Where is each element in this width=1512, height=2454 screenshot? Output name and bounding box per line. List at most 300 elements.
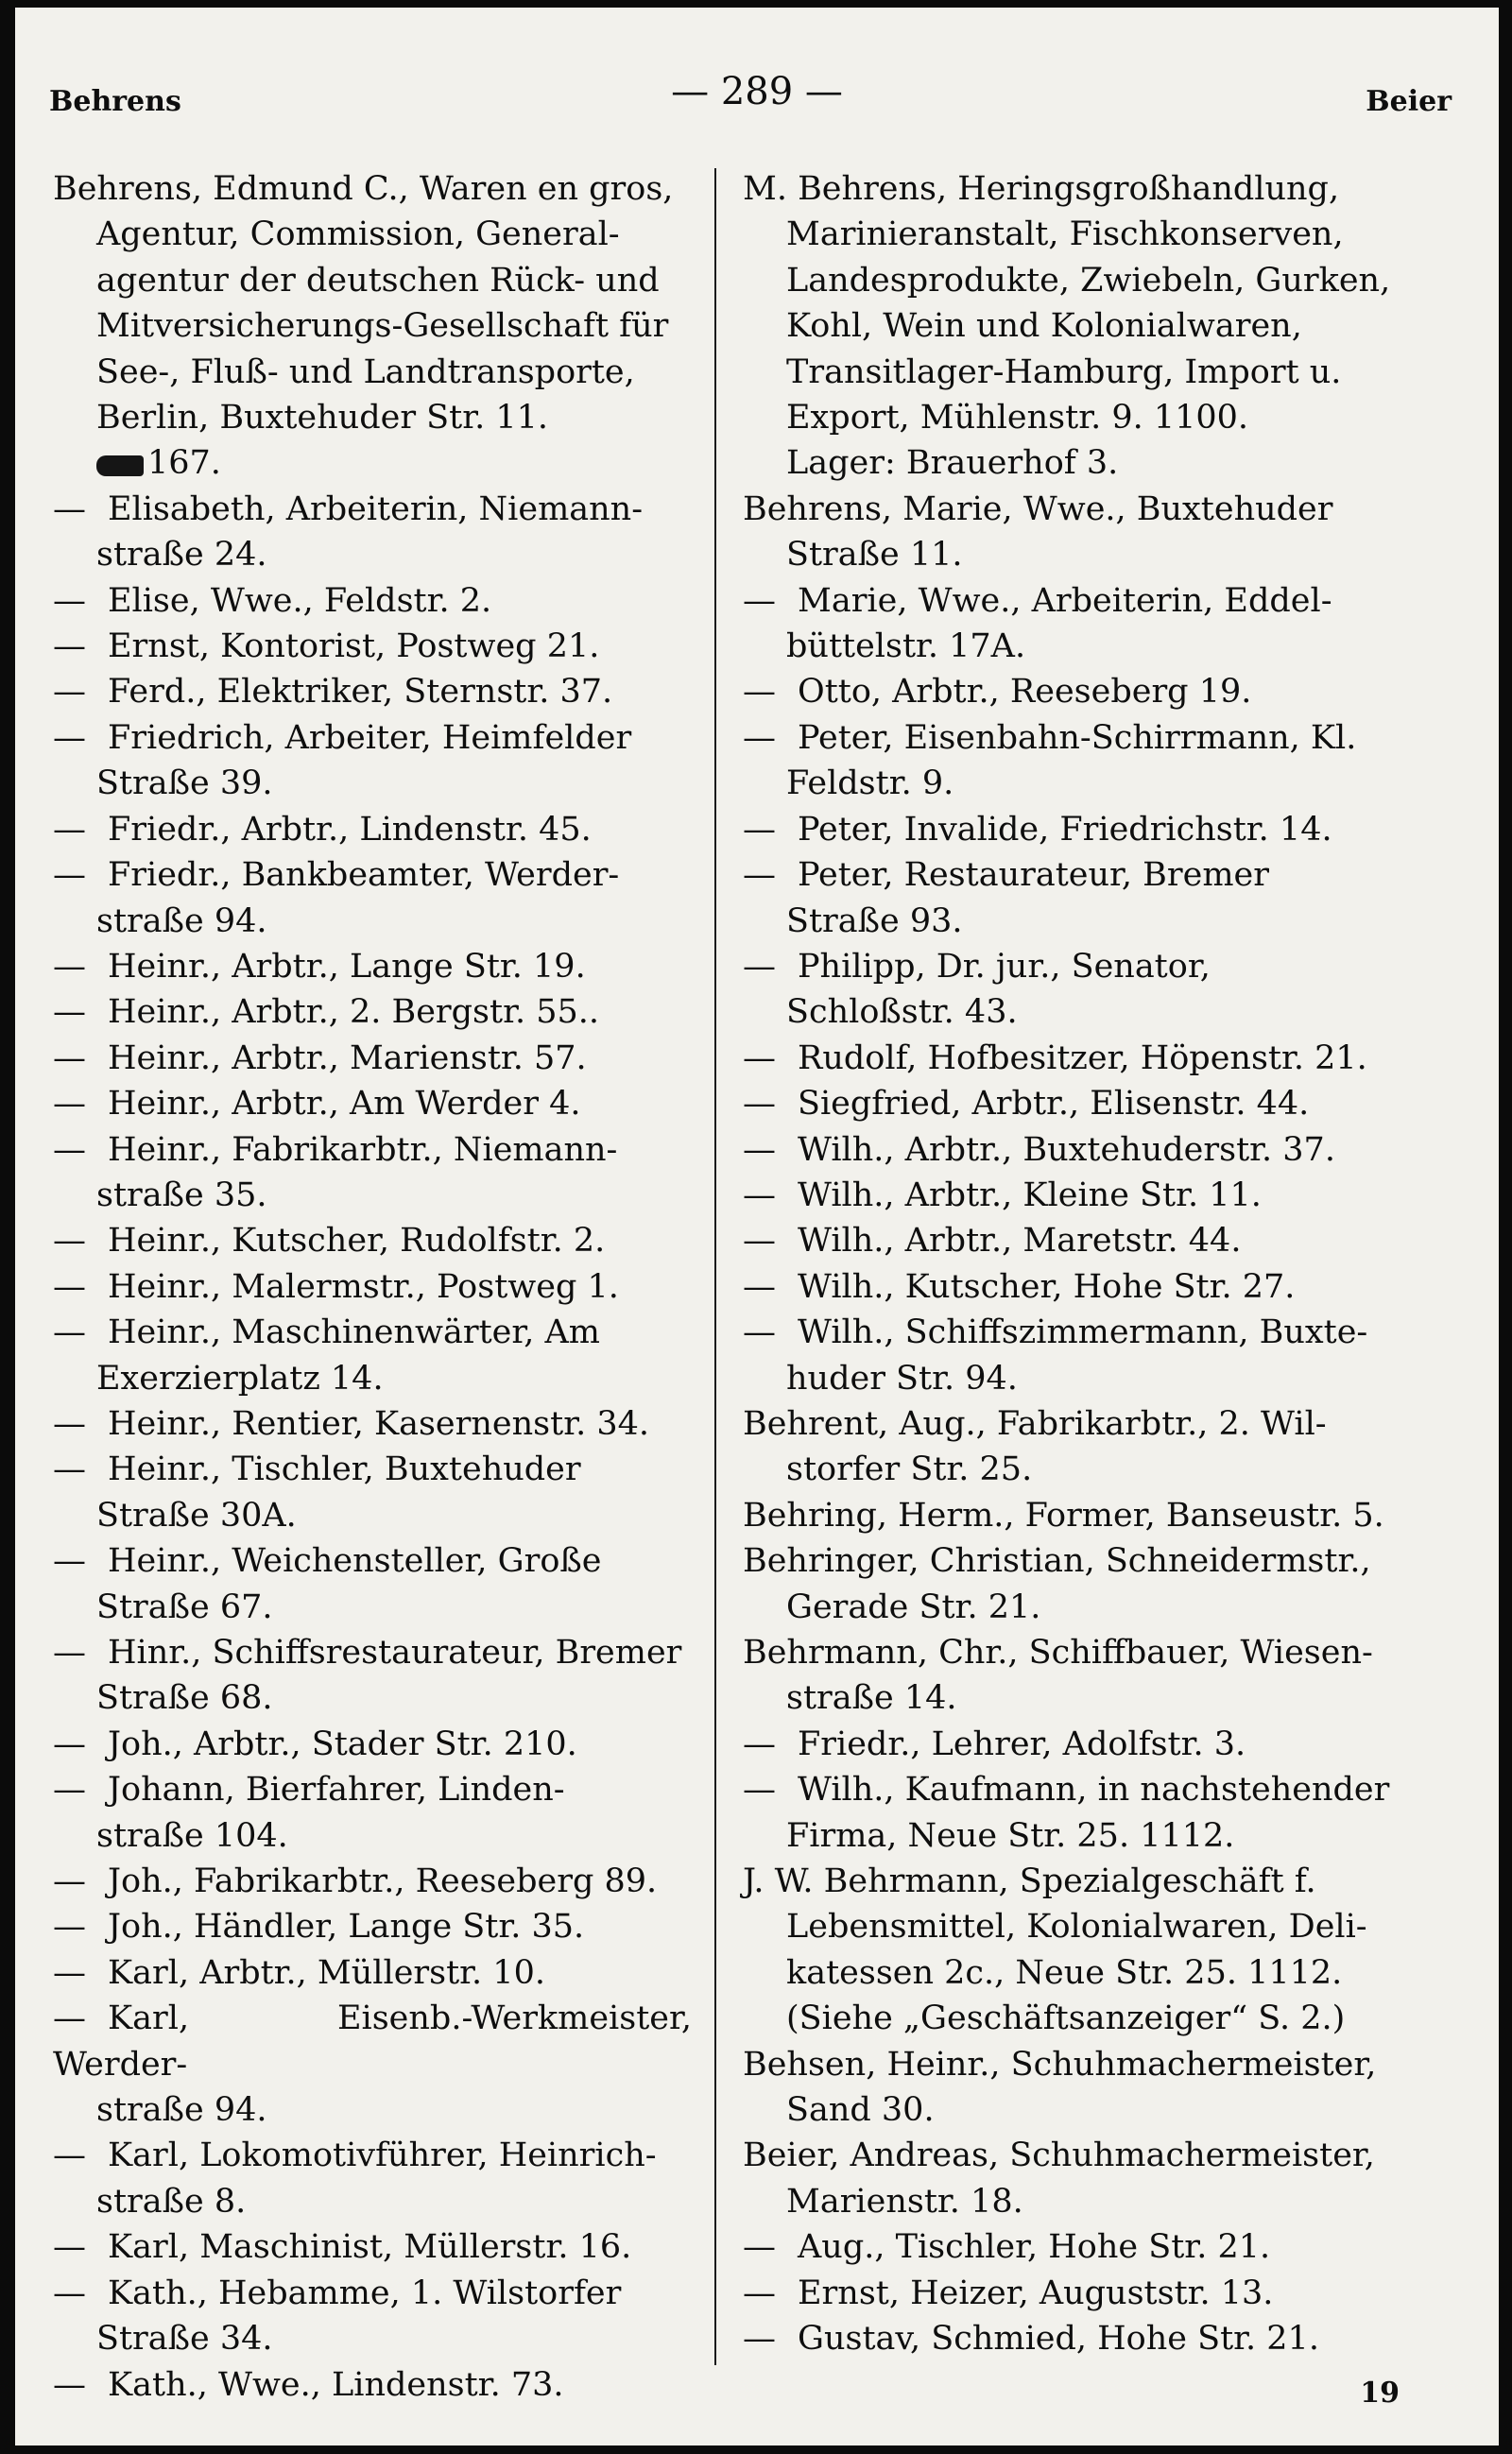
entry-text: Peter, Restaurateur, Bremer [798, 856, 1269, 895]
entry-text: J. W. Behrmann, Spezialgeschäft f. [743, 1862, 1316, 1901]
entry-text: straße 104. [96, 1816, 288, 1855]
repeat-dash: — [53, 947, 86, 986]
entry-line [53, 1310, 692, 1355]
entry-text: Wilh., Arbtr., Buxtehuderstr. 37. [798, 1130, 1335, 1169]
repeat-dash: — [53, 581, 86, 620]
entry-text: Karl, Lokomotivführer, Heinrich- [108, 2137, 657, 2175]
telephone-icon [96, 455, 144, 476]
repeat-dash: — [743, 581, 776, 620]
entry-text: Karl, Arbtr., Müllerstr. 10. [108, 1953, 545, 1992]
entry-line [53, 350, 692, 395]
repeat-dash: — [53, 1862, 86, 1901]
entry-line [53, 212, 692, 257]
repeat-dash: — [53, 718, 86, 757]
entry-line [743, 1859, 1404, 1904]
entry-line [53, 1767, 692, 1812]
repeat-dash: — [53, 1038, 86, 1077]
entry-line [743, 532, 1404, 577]
entry-text: M. Behrens, Heringsgroßhandlung, [743, 170, 1340, 208]
entry-line [53, 2087, 692, 2133]
entry-line [53, 578, 692, 624]
entry-text: Wilh., Kutscher, Hohe Str. 27. [798, 1267, 1296, 1306]
entry-text: Joh., Händler, Lange Str. 35. [108, 1908, 585, 1947]
repeat-dash: — [53, 856, 86, 895]
entry-text: Marie, Wwe., Arbeiterin, Eddel- [798, 581, 1332, 620]
directory-entry [53, 487, 692, 578]
entry-line [743, 852, 1404, 898]
directory-entry [53, 1950, 692, 1996]
entry-text: Ernst, Heizer, Auguststr. 13. [798, 2274, 1274, 2312]
entry-line [743, 487, 1404, 532]
directory-entry [53, 1310, 692, 1401]
directory-entry [53, 1264, 692, 1310]
entry-line [743, 2133, 1404, 2178]
directory-entry [53, 1630, 692, 1722]
entry-text: Friedr., Bankbeamter, Werder- [108, 856, 620, 895]
entry-text: Heinr., Fabrikarbtr., Niemann- [108, 1130, 618, 1169]
directory-entry [743, 1310, 1404, 1401]
entry-text: Wilh., Kaufmann, in nachstehender [798, 1771, 1390, 1810]
repeat-dash: — [743, 673, 776, 712]
entry-line [743, 807, 1404, 852]
entry-text: Behrens, Marie, Wwe., Buxtehuder [743, 489, 1333, 528]
entry-text: Mitversicherungs-Gesellschaft für [96, 307, 669, 346]
entry-line [53, 395, 692, 440]
repeat-dash: — [743, 856, 776, 895]
repeat-dash: — [53, 1999, 86, 2038]
entry-text: Heinr., Arbtr., Am Werder 4. [108, 1085, 581, 1124]
repeat-dash: — [53, 993, 86, 1032]
directory-entry [743, 1401, 1404, 1493]
repeat-dash: — [743, 810, 776, 849]
entry-line [743, 1996, 1404, 2041]
entry-text: agentur der deutschen Rück- und [96, 261, 660, 300]
directory-entry [53, 669, 692, 714]
column-divider [714, 168, 716, 2365]
entry-line [743, 1722, 1404, 1767]
entry-line [53, 1904, 692, 1949]
entry-text: storfer Str. 25. [786, 1450, 1033, 1489]
directory-entry [743, 1036, 1404, 1081]
entry-text: Friedr., Lehrer, Adolfstr. 3. [798, 1725, 1246, 1763]
entry-line [743, 166, 1404, 212]
directory-entry [53, 1767, 692, 1859]
entry-text: Philipp, Dr. jur., Senator, [798, 947, 1211, 986]
repeat-dash: — [743, 1130, 776, 1169]
repeat-dash: — [53, 1404, 86, 1443]
entry-text: Wilh., Schiffszimmermann, Buxte- [798, 1313, 1368, 1352]
directory-entry [53, 1904, 692, 1949]
repeat-dash: — [743, 1176, 776, 1214]
entry-line [743, 2179, 1404, 2224]
directory-entry [53, 1127, 692, 1219]
entry-line [53, 2271, 692, 2316]
entry-line [53, 761, 692, 806]
repeat-dash: — [743, 2274, 776, 2312]
signature-number: 19 [1360, 2377, 1400, 2410]
entry-text: Straße 34. [96, 2320, 273, 2359]
directory-page [15, 8, 1499, 2445]
entry-text: Marinieranstalt, Fischkonserven, [786, 215, 1344, 254]
entry-line [743, 1356, 1404, 1401]
entry-text: Heinr., Kutscher, Rudolfstr. 2. [108, 1222, 606, 1261]
repeat-dash: — [743, 1085, 776, 1124]
repeat-dash: — [53, 1222, 86, 1261]
directory-entry [743, 1173, 1404, 1218]
entry-line [53, 1493, 692, 1538]
entry-line [743, 1401, 1404, 1447]
entry-text: büttelstr. 17A. [786, 627, 1026, 666]
entry-line [743, 1585, 1404, 1630]
entry-text: Friedr., Arbtr., Lindenstr. 45. [108, 810, 592, 849]
left-column [53, 166, 692, 2404]
entry-text: Exerzierplatz 14. [96, 1359, 384, 1398]
directory-entry [53, 944, 692, 989]
entry-line [53, 1173, 692, 1218]
directory-entry [743, 1859, 1404, 2042]
entry-text: Otto, Arbtr., Reeseberg 19. [798, 673, 1252, 712]
directory-entry [743, 1538, 1404, 1630]
entry-line [743, 761, 1404, 806]
entry-line [743, 1675, 1404, 1721]
entry-line [743, 440, 1404, 486]
entry-text: straße 14. [786, 1679, 957, 1718]
entry-line [743, 669, 1404, 714]
entry-line [53, 1722, 692, 1767]
entry-text: Aug., Tischler, Hohe Str. 21. [798, 2228, 1271, 2267]
entry-line [53, 2316, 692, 2361]
entry-text: Behring, Herm., Former, Banseustr. 5. [743, 1496, 1384, 1535]
entry-text: Kath., Hebamme, 1. Wilstorfer [108, 2274, 622, 2312]
entry-line [53, 532, 692, 577]
entry-text: Agentur, Commission, General- [96, 215, 620, 254]
repeat-dash: — [743, 1222, 776, 1261]
directory-entry [743, 2316, 1404, 2361]
entry-line [743, 350, 1404, 395]
repeat-dash: — [53, 627, 86, 666]
repeat-dash: — [53, 1085, 86, 1124]
entry-line [743, 715, 1404, 761]
directory-entry [743, 715, 1404, 807]
entry-line [53, 2133, 692, 2178]
entry-text: Lebensmittel, Kolonialwaren, Deli- [786, 1908, 1367, 1947]
repeat-dash: — [743, 1725, 776, 1763]
directory-entry [743, 852, 1404, 944]
entry-line [743, 1630, 1404, 1675]
entry-line [743, 2316, 1404, 2361]
directory-entry [743, 1722, 1404, 1767]
directory-entry [53, 2271, 692, 2362]
directory-entry [53, 989, 692, 1035]
entry-text: straße 94. [96, 2091, 267, 2130]
entry-line [53, 1447, 692, 1492]
entry-line [53, 2224, 692, 2270]
entry-text: Lager: Brauerhof 3. [786, 444, 1119, 483]
repeat-dash: — [53, 1771, 86, 1810]
repeat-dash: — [743, 2320, 776, 2359]
entry-text: Berlin, Buxtehuder Str. 11. [96, 399, 549, 438]
entry-text: Gerade Str. 21. [786, 1587, 1041, 1626]
entry-text: Behrent, Aug., Fabrikarbtr., 2. Wil- [743, 1404, 1327, 1443]
directory-entry [743, 669, 1404, 714]
repeat-dash: — [53, 1130, 86, 1169]
repeat-dash: — [53, 673, 86, 712]
directory-entry [53, 624, 692, 669]
entry-text: Karl, Eisenb.-Werkmeister, Werder- [53, 1999, 692, 2084]
entry-text: straße 8. [96, 2182, 247, 2221]
repeat-dash: — [53, 2274, 86, 2312]
directory-entry [743, 578, 1404, 670]
entry-line [743, 1447, 1404, 1492]
entry-text: Schloßstr. 43. [786, 993, 1018, 1032]
entry-text: Straße 30A. [96, 1496, 297, 1535]
entry-text: Heinr., Arbtr., 2. Bergstr. 55.. [108, 993, 600, 1032]
repeat-dash: — [53, 2137, 86, 2175]
entry-text: Landesprodukte, Zwiebeln, Gurken, [786, 261, 1391, 300]
directory-entry [53, 852, 692, 944]
entry-text: Wilh., Arbtr., Maretstr. 44. [798, 1222, 1242, 1261]
entry-text: Straße 11. [786, 536, 963, 575]
entry-text: Johann, Bierfahrer, Linden- [108, 1771, 565, 1810]
entry-line [743, 1081, 1404, 1126]
entry-text: Straße 93. [786, 901, 963, 940]
directory-entry [743, 1081, 1404, 1126]
entry-line [743, 2271, 1404, 2316]
entry-text: Kath., Wwe., Lindenstr. 73. [108, 2365, 564, 2404]
entry-line [743, 989, 1404, 1035]
entry-text: Beier, Andreas, Schuhmachermeister, [743, 2137, 1375, 2175]
entry-text: Elisabeth, Arbeiterin, Niemann- [108, 489, 644, 528]
entry-line [53, 852, 692, 898]
entry-line [53, 1081, 692, 1126]
entry-line [743, 395, 1404, 440]
entry-line [53, 258, 692, 303]
entry-line [743, 1904, 1404, 1949]
entry-text: straße 35. [96, 1176, 267, 1214]
entry-line [743, 1767, 1404, 1812]
entry-text: Transitlager-Hamburg, Import u. [786, 352, 1342, 391]
entry-line [53, 807, 692, 852]
entry-text: (Siehe „Geschäftsanzeiger“ S. 2.) [786, 1999, 1346, 2038]
repeat-dash: — [53, 1634, 86, 1672]
repeat-dash: — [53, 1725, 86, 1763]
directory-entry [53, 166, 692, 487]
entry-line [53, 624, 692, 669]
entry-text: Behsen, Heinr., Schuhmachermeister, [743, 2045, 1377, 2084]
entry-line [53, 1356, 692, 1401]
entry-text: Heinr., Arbtr., Marienstr. 57. [108, 1038, 587, 1077]
directory-entry [743, 166, 1404, 487]
entry-text: Joh., Arbtr., Stader Str. 210. [108, 1725, 577, 1763]
entry-line [53, 1036, 692, 1081]
entry-line [743, 1813, 1404, 1859]
right-column [743, 166, 1404, 2368]
entry-line [53, 166, 692, 212]
directory-entry [743, 1767, 1404, 1859]
entry-text: Peter, Eisenbahn-Schirrmann, Kl. [798, 718, 1357, 757]
entry-line [743, 1538, 1404, 1584]
entry-text: Heinr., Weichensteller, Große [108, 1542, 602, 1581]
entry-text: Heinr., Maschinenwärter, Am [108, 1313, 600, 1352]
directory-entry [53, 807, 692, 852]
entry-line [743, 1264, 1404, 1310]
entry-text: Gustav, Schmied, Hohe Str. 21. [798, 2320, 1319, 2359]
entry-text: Hinr., Schiffsrestaurateur, Bremer [108, 1634, 682, 1672]
entry-text: Heinr., Rentier, Kasernenstr. 34. [108, 1404, 649, 1443]
entry-line [743, 2087, 1404, 2133]
entry-text: Sand 30. [786, 2091, 935, 2130]
repeat-dash: — [53, 1953, 86, 1992]
entry-text: Behrmann, Chr., Schiffbauer, Wiesen- [743, 1634, 1373, 1672]
entry-line [53, 1630, 692, 1675]
directory-entry [53, 2133, 692, 2224]
repeat-dash: — [53, 2365, 86, 2404]
entry-line [743, 578, 1404, 624]
directory-entry [53, 578, 692, 624]
entry-line [743, 899, 1404, 944]
repeat-dash: — [743, 1038, 776, 1077]
directory-entry [53, 1081, 692, 1126]
entry-line [53, 1950, 692, 1996]
entry-text: Friedrich, Arbeiter, Heimfelder [108, 718, 632, 757]
entry-line [53, 1401, 692, 1447]
directory-entry [743, 807, 1404, 852]
entry-line [53, 989, 692, 1035]
directory-entry [53, 1218, 692, 1263]
directory-entry [53, 1447, 692, 1538]
directory-entry [53, 1722, 692, 1767]
entry-line [53, 1996, 692, 2087]
repeat-dash: — [53, 2228, 86, 2267]
directory-entry [53, 2362, 692, 2408]
entry-line [53, 1264, 692, 1310]
directory-entry [53, 1036, 692, 1081]
entry-text: Joh., Fabrikarbtr., Reeseberg 89. [108, 1862, 658, 1901]
entry-line [743, 624, 1404, 669]
repeat-dash: — [53, 1542, 86, 1581]
directory-entry [53, 1996, 692, 2133]
header-right-keyword: Beier [1366, 85, 1452, 118]
entry-text: Export, Mühlenstr. 9. 1100. [786, 399, 1249, 438]
directory-entry [743, 1127, 1404, 1173]
entry-text: Marienstr. 18. [786, 2182, 1023, 2221]
entry-text: Wilh., Arbtr., Kleine Str. 11. [798, 1176, 1262, 1214]
directory-entry [743, 1264, 1404, 1310]
directory-entry [53, 2224, 692, 2270]
entry-line [53, 1218, 692, 1263]
repeat-dash: — [53, 1267, 86, 1306]
entry-text: Rudolf, Hofbesitzer, Höpenstr. 21. [798, 1038, 1367, 1077]
entry-text: Behrens, Edmund C., Waren en gros, [53, 170, 674, 208]
entry-line [53, 440, 692, 486]
directory-entry [53, 1401, 692, 1447]
directory-entry [743, 2224, 1404, 2270]
entry-line [743, 1950, 1404, 1996]
repeat-dash: — [53, 1908, 86, 1947]
entry-line [743, 212, 1404, 257]
header-left-keyword: Behrens [49, 85, 181, 118]
directory-entry [743, 2133, 1404, 2224]
entry-line [53, 1859, 692, 1904]
entry-text: Heinr., Arbtr., Lange Str. 19. [108, 947, 586, 986]
entry-text: Karl, Maschinist, Müllerstr. 16. [108, 2228, 632, 2267]
repeat-dash: — [743, 718, 776, 757]
entry-line [53, 2362, 692, 2408]
entry-line [743, 1173, 1404, 1218]
entry-text: straße 24. [96, 536, 267, 575]
entry-line [53, 715, 692, 761]
entry-line [743, 258, 1404, 303]
entry-line [53, 2179, 692, 2224]
entry-line [743, 1218, 1404, 1263]
entry-line [743, 1310, 1404, 1355]
repeat-dash: — [53, 1313, 86, 1352]
page-header [15, 8, 1499, 149]
repeat-dash: — [53, 810, 86, 849]
entry-line [53, 899, 692, 944]
entry-line [743, 2042, 1404, 2087]
entry-line [53, 1675, 692, 1721]
entry-text: Straße 39. [96, 764, 273, 803]
entry-line [53, 303, 692, 349]
entry-line [53, 1127, 692, 1173]
entry-line [743, 944, 1404, 989]
repeat-dash: — [53, 489, 86, 528]
directory-entry [53, 1859, 692, 1904]
entry-text: Heinr., Tischler, Buxtehuder [108, 1450, 581, 1489]
entry-text: Kohl, Wein und Kolonialwaren, [786, 307, 1302, 346]
directory-entry [743, 2271, 1404, 2316]
entry-text: 167. [147, 444, 221, 483]
entry-text: straße 94. [96, 901, 267, 940]
entry-text: katessen 2c., Neue Str. 25. 1112. [786, 1953, 1343, 1992]
entry-text: Straße 67. [96, 1587, 273, 1626]
directory-entry [743, 1493, 1404, 1538]
entry-line [53, 944, 692, 989]
entry-line [743, 2224, 1404, 2270]
repeat-dash: — [743, 947, 776, 986]
entry-text: Firma, Neue Str. 25. 1112. [786, 1816, 1235, 1855]
entry-text: Feldstr. 9. [786, 764, 954, 803]
entry-line [743, 1036, 1404, 1081]
directory-entry [53, 1538, 692, 1630]
entry-text: Straße 68. [96, 1679, 273, 1718]
entry-text: See-, Fluß- und Landtransporte, [96, 352, 635, 391]
entry-line [53, 1585, 692, 1630]
entry-line [743, 1493, 1404, 1538]
directory-entry [743, 944, 1404, 1036]
entry-line [53, 669, 692, 714]
entry-line [53, 1538, 692, 1584]
entry-text: Ferd., Elektriker, Sternstr. 37. [108, 673, 613, 712]
repeat-dash: — [743, 1313, 776, 1352]
entry-line [743, 1127, 1404, 1173]
repeat-dash: — [743, 2228, 776, 2267]
entry-text: huder Str. 94. [786, 1359, 1018, 1398]
entry-line [53, 487, 692, 532]
repeat-dash: — [743, 1771, 776, 1810]
directory-entry [743, 1218, 1404, 1263]
directory-entry [743, 2042, 1404, 2134]
entry-line [53, 1813, 692, 1859]
entry-line [743, 303, 1404, 349]
directory-entry [53, 715, 692, 807]
repeat-dash: — [743, 1267, 776, 1306]
directory-entry [743, 487, 1404, 578]
entry-text: Siegfried, Arbtr., Elisenstr. 44. [798, 1085, 1310, 1124]
repeat-dash: — [53, 1450, 86, 1489]
directory-entry [743, 1630, 1404, 1722]
